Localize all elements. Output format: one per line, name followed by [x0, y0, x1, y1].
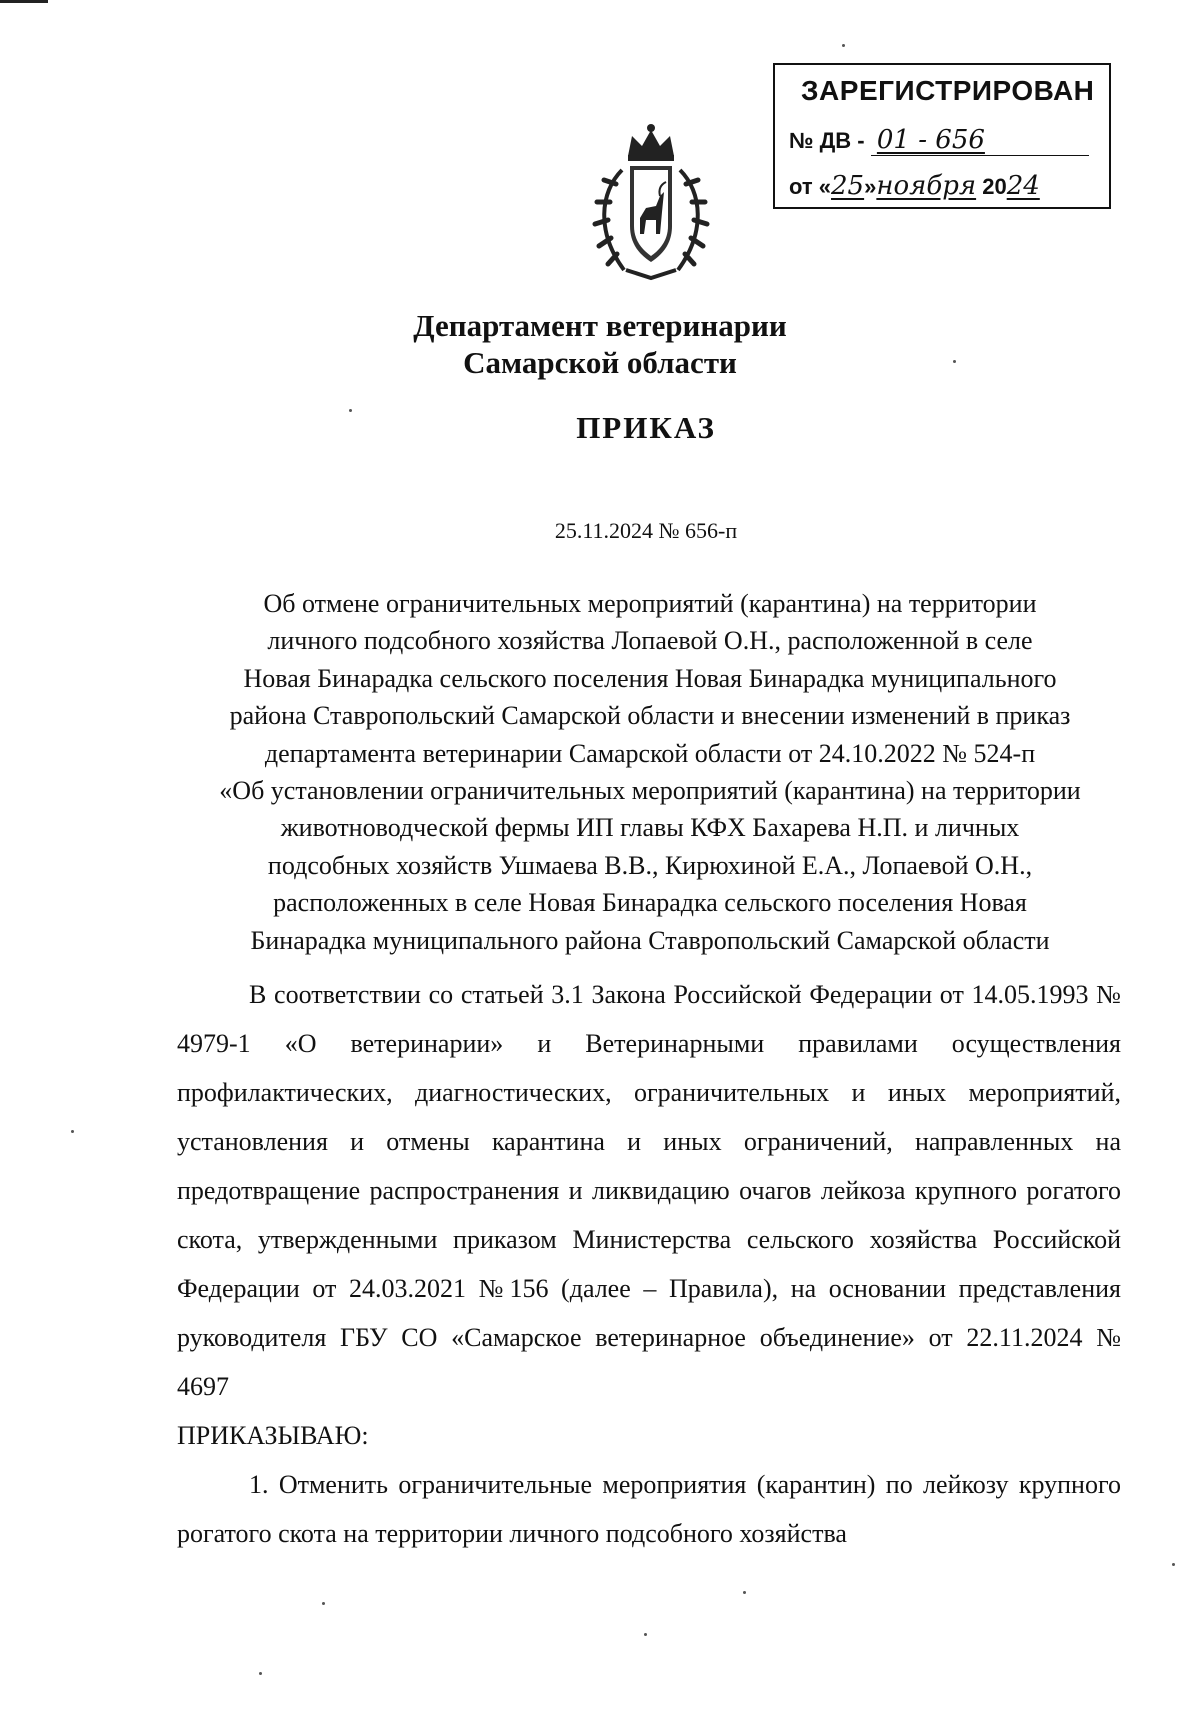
stamp-date-mid: »	[864, 174, 877, 199]
stamp-number-line	[789, 125, 1089, 156]
samara-coat-of-arms-icon	[576, 122, 726, 282]
scan-speck	[71, 1130, 74, 1133]
order-date-number: 25.11.2024 № 656-п	[554, 518, 738, 543]
scan-speck	[644, 1633, 647, 1636]
subject-line: «Об установлении ограничительных мероприятий (карантина) на территории	[219, 776, 1081, 806]
stamp-title: ЗАРЕГИСТРИРОВАН	[801, 75, 1095, 106]
scan-speck	[322, 1602, 325, 1605]
subject-line: Об отмене ограничительных мероприятий (карантина) на территории	[263, 589, 1037, 618]
subject-line: Новая Бинарадка сельского поселения Новая Бинарадка муниципального	[243, 663, 1057, 693]
stamp-number-prefix: № ДВ -	[789, 128, 865, 153]
subject-line: животноводческой фермы ИП главы КФХ Бахарева Н.П. и личных	[280, 813, 1020, 843]
subject-line: расположенных в селе Новая Бинарадка сельского поселения Новая	[273, 888, 1027, 918]
scan-speck	[349, 409, 352, 412]
department-name-line2: Самарской области	[463, 345, 737, 380]
subject-line: личного подсобного хозяйства Лопаевой О.Н., расположенной в селе	[267, 626, 1033, 656]
document-type-title: ПРИКАЗ	[576, 410, 716, 445]
scan-speck	[743, 1591, 746, 1594]
stamp-date-line	[789, 171, 1040, 201]
stamp-year-handwritten: 24	[1006, 171, 1040, 201]
preamble-paragraph: В соответствии со статьей 3.1 Закона Российской Федерации от 14.05.1993 № 4979-1 «О ветеринарии» и Ветеринарными правилами осуществления профилактических, диагностических, ограничительных и иных мероприятий, установления и отмены карантина и иных ограничений, направленных на предотвращение распространения и ликвидацию очагов лейкоза крупного рогатого скота, утвержденными приказом Министерства сельского хозяйства Российской Федерации от 24.03.2021 №156 (далее – Правила), на основании представления руководителя ГБУ СО «Самарское ветеринарное объединение» от 22.11.2024 № 4697	[177, 980, 1121, 1401]
stamp-month-handwritten: ноября	[876, 171, 977, 201]
scan-speck	[953, 360, 956, 363]
stamp-date-prefix: от «	[789, 174, 832, 199]
order-item-1: 1. Отменить ограничительные мероприятия (карантин) по лейкозу крупного рогатого скота на территории личного подсобного хозяйства	[177, 1470, 1121, 1548]
order-body	[177, 970, 1121, 1558]
stamp-year-prefix: 20	[982, 174, 1007, 199]
scan-speck	[259, 1672, 262, 1675]
order-directive-word: ПРИКАЗЫВАЮ:	[177, 1421, 369, 1450]
registration-stamp	[773, 63, 1111, 209]
department-name-line1: Департамент ветеринарии	[413, 308, 787, 343]
subject-line: Бинарадка муниципального района Ставропольский Самарской области	[250, 925, 1050, 955]
subject-line: подсобных хозяйств Ушмаева В.В., Кирюхиной Е.А., Лопаевой О.Н.,	[267, 850, 1033, 880]
stamp-day-handwritten: 25	[831, 171, 865, 201]
scan-edge-mark	[0, 0, 48, 3]
subject-line: департамента ветеринарии Самарской области от 24.10.2022 № 524-п	[264, 738, 1036, 768]
stamp-number-handwritten: 01 - 656	[876, 125, 985, 155]
scan-speck	[842, 44, 845, 47]
scan-speck	[1172, 1563, 1175, 1566]
subject-line: района Ставропольский Самарской области и внесении изменений в приказ	[229, 701, 1071, 731]
order-subject	[160, 585, 1140, 959]
